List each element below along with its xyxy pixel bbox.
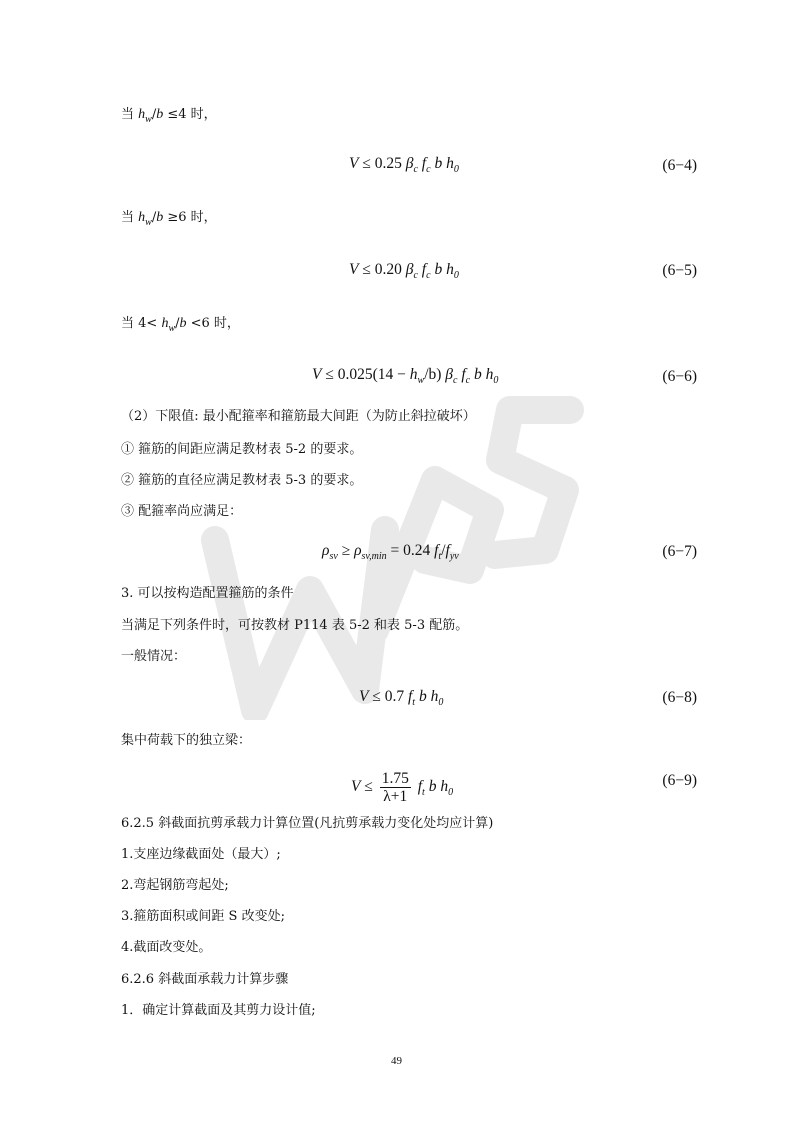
text-line: 3. 可以按构造配置箍筋的条件 (121, 586, 294, 601)
text-line: 当 $h_w/b \le 4$ 时， (121, 107, 217, 125)
list-item: 2.弯起钢筋弯起处; (121, 878, 229, 893)
section-heading: 6.2.5 斜截面抗剪承载力计算位置(凡抗剪承载力变化处均应计算) (121, 816, 494, 831)
text-line: 一般情况： (121, 649, 187, 664)
text-line: ① 箍筋的间距应满足教材表 5-2 的要求。 (121, 442, 363, 457)
formula-6-5: V ≤ 0.20 $\beta_c$ $f_c$ b $h_0$ (349, 261, 459, 282)
formula-6-4: V ≤ 0.25 $\beta_c$ $f_c$ b $h_0$ (349, 155, 459, 176)
equation-number: (6−6) (662, 368, 697, 385)
list-item: 4.截面改变处。 (121, 940, 212, 955)
formula-6-9: V ≤ $\frac{1.75}{\lambda+1}$ $f_t$ b $h_0$ (351, 770, 454, 805)
formula-6-7: $\rho_{sv} \ge \rho_{sv,min} = 0.24$ $f_t/f_{yv}$ (322, 542, 459, 563)
page-number: 49 (391, 1055, 402, 1067)
fraction: $\frac{1.75}{\lambda+1}$ (381, 770, 409, 805)
formula-6-6: $V \le 0.025(14 - h_w/b)$ $\beta_c$ $f_c$ b $h_0$ (312, 366, 499, 387)
section-heading: 6.2.6 斜截面承载力计算步骤 (121, 972, 289, 987)
text-line: 当 $h_w/b \ge 6$ 时， (121, 210, 217, 228)
equation-number: (6−8) (662, 689, 697, 706)
equation-number: (6−7) (662, 543, 697, 560)
text-line: （2）下限值: 最小配箍率和箍筋最大间距（为防止斜拉破坏） (121, 409, 476, 424)
text-line: ② 箍筋的直径应满足教材表 5-3 的要求。 (121, 473, 363, 488)
formula-6-8: V ≤ 0.7 $f_t$ b $h_0$ (359, 688, 444, 709)
list-item: 3.箍筋面积或间距 S 改变处; (121, 909, 285, 924)
text-line: ③ 配箍率尚应满足： (121, 504, 243, 519)
equation-number: (6−5) (662, 262, 697, 279)
text-line: 当 $4< h_w/b <6$ 时， (121, 316, 240, 334)
equation-number: (6−9) (662, 772, 697, 789)
text-line: 集中荷载下的独立梁： (121, 733, 252, 748)
list-item: 1．确定计算截面及其剪力设计值; (121, 1003, 316, 1018)
equation-number: (6−4) (662, 157, 697, 174)
text-line: 当满足下列条件时，可按教材 P114 表 5-2 和表 5-3 配筋。 (121, 618, 469, 633)
list-item: 1.支座边缘截面处（最大）; (121, 847, 281, 862)
